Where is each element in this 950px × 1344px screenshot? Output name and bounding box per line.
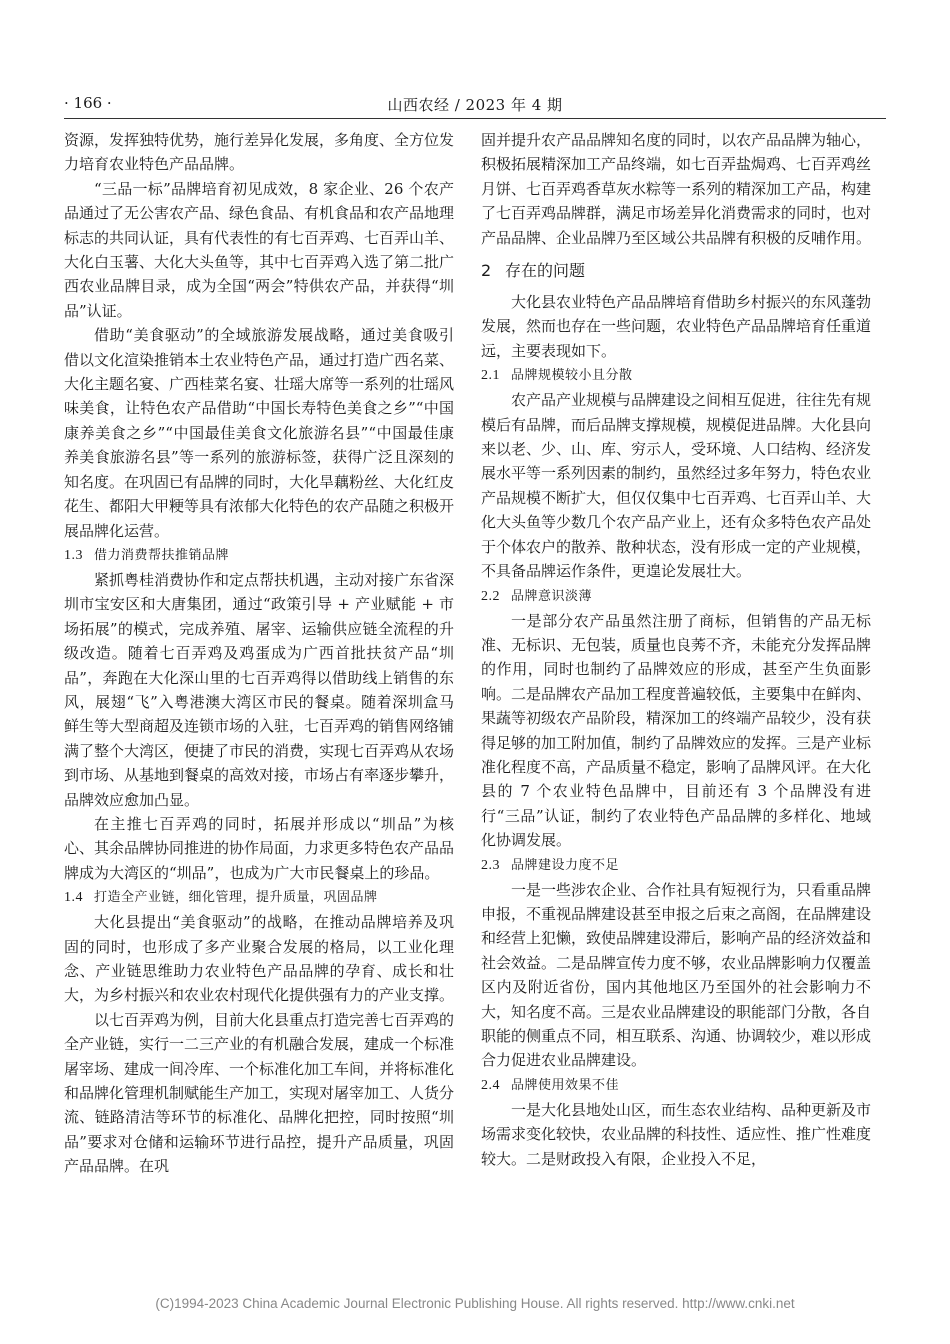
subsection-heading-1-4	[64, 886, 454, 909]
subsection-heading-2-4	[481, 1074, 871, 1097]
copyright-footer: (C)1994-2023 China Academic Journal Electronic Publishing House. All rights reserved. http://www.cnki.net	[155, 1296, 795, 1311]
paragraph: 大化县提出“美食驱动”的战略，在推动品牌培养及巩固的同时，也形成了多产业聚合发展的格局，以工业化理念、产业链思维助力农业特色产品品牌的孕育、成长和壮大，为乡村振兴和农业农村现代化提供强有力的产业支撑。	[64, 913, 455, 1005]
heading-number: 2.1	[481, 368, 500, 384]
left-column	[64, 128, 454, 1179]
paragraph: 固并提升农产品品牌知名度的同时，以农产品品牌为轴心，积极拓展精深加工产品终端，如七百弄盐焗鸡、七百弄鸡丝月饼、七百弄鸡香草灰水粽等一系列的精深加工产品，构建了七百弄鸡品牌群，满足市场差异化消费需求的同时，也对产品品牌、企业品牌乃至区域公共品牌有积极的反哺作用。	[481, 131, 872, 247]
subsection-heading-1-3	[64, 544, 454, 567]
heading-number: 1.4	[64, 890, 83, 906]
page-header	[64, 92, 886, 119]
subsection-heading-2-1	[481, 364, 871, 387]
paragraph: 以七百弄鸡为例，目前大化县重点打造完善七百弄鸡的全产业链，实行一二三产业的有机融合发展，建成一个标准屠宰场、建成一间冷库、一个标准化加工车间，并将标准化和品牌化管理机制赋能生产加工，实现对屠宰加工、人货分流、链路清洁等环节的标准化、品牌化把控，同时按照“圳品”要求对仓储和运输环节进行品控，提升产品质量，巩固产品品牌。在巩	[64, 1010, 455, 1176]
paragraph: 农产品产业规模与品牌建设之间相互促进，往往先有规模后有品牌，而后品牌支撑规模，规模促进品牌。大化县向来以老、少、山、库、穷示人，受环境、人口结构、经济发展水平等一系列因素的制约，虽然经过多年努力，特色农业产品规模不断扩大，但仅仅集中七百弄鸡、七百弄山羊、大化大头鱼等少数几个农产品产业上，还有众多特色农产品处于个体农户的散养、散种状态，没有形成一定的产业规模，不具备品牌运作条件，更遑论发展壮大。	[481, 391, 872, 581]
heading-title: 品牌意识淡薄	[511, 588, 593, 604]
paragraph: 一是大化县地处山区，而生态农业结构、品种更新及市场需求变化较快，农业品牌的科技性、适应性、推广性难度较大。二是财政投入有限，企业投入不足，	[481, 1100, 872, 1168]
heading-title: 打造全产业链，细化管理，提升质量，巩固品牌	[94, 890, 378, 906]
heading-number: 2	[481, 261, 492, 281]
paragraph: 一是一些涉农企业、合作社具有短视行为，只看重品牌申报，不重视品牌建设甚至申报之后束之高阁，在品牌建设和经营上犯懒，致使品牌建设滞后，影响产品的经济效益和社会效益。二是品牌宣传力度不够，农业品牌影响力仅覆盖区内及附近省份，国内其他地区乃至国外的社会影响力不大，知名度不高。三是农业品牌建设的职能部门分散，各自职能的侧重点不同，相互联系、沟通、协调较少，难以形成合力促进农业品牌建设。	[481, 880, 872, 1070]
page-number: · 166 ·	[64, 94, 112, 112]
right-column	[481, 128, 871, 1171]
subsection-heading-2-3	[481, 854, 871, 877]
heading-number: 2.3	[481, 857, 500, 873]
journal-title: 山西农经 / 2023 年 4 期	[387, 96, 563, 114]
heading-title: 借力消费帮扶推销品牌	[94, 547, 230, 563]
paragraph: 紧抓粤桂消费协作和定点帮扶机遇，主动对接广东省深圳市宝安区和大唐集团，通过“政策引导 + 产业赋能 + 市场拓展”的模式，完成养殖、屠宰、运输供应链全流程的升级改造。随着七百弄鸡及鸡蛋成为广西首批扶贫产品“圳品”，奔跑在大化深山里的七百弄鸡得以借助线上销售的东风，展翅“飞”入粤港澳大湾区市民的餐桌。随着深圳盒马鲜生等大型商超及连锁市场的入驻，七百弄鸡的销售网络铺满了整个大湾区，便捷了市民的消费，实现七百弄鸡从农场到市场、从基地到餐桌的高效对接，市场占有率逐步攀升，品牌效应愈加凸显。	[64, 570, 455, 809]
heading-number: 1.3	[64, 547, 83, 563]
paragraph: 大化县农业特色产品品牌培育借助乡村振兴的东风蓬勃发展，然而也存在一些问题，农业特色产品品牌培育任重道远，主要表现如下。	[481, 293, 872, 360]
heading-title: 存在的问题	[505, 261, 586, 281]
heading-title: 品牌规模较小且分散	[511, 368, 633, 384]
heading-title: 品牌建设力度不足	[511, 857, 620, 873]
heading-title: 品牌使用效果不佳	[511, 1077, 620, 1093]
subsection-heading-2-2	[481, 585, 871, 608]
heading-number: 2.4	[481, 1077, 500, 1093]
paragraph: 借助“美食驱动”的全域旅游发展战略，通过美食吸引借以文化渲染推销本土农业特色产品，通过打造广西名菜、大化主题名宴、广西桂菜名宴、壮瑶大席等一系列的壮瑶风味美食，让特色农产品借助“中国长寿特色美食之乡”“中国康养美食之乡”“中国最佳美食文化旅游名县”“中国最佳康养美食旅游名县”等一系列的旅游标签，获得广泛且深刻的知名度。在巩固已有品牌的同时，大化旱藕粉丝、大化红皮花生、都阳大甲粳等具有浓郁大化特色的农产品随之积极开展品牌化运营。	[64, 326, 455, 540]
paragraph: 一是部分农产品虽然注册了商标，但销售的产品无标准、无标识、无包装，质量也良莠不齐，未能充分发挥品牌的作用，同时也制约了品牌效应的形成，甚至产生负面影响。二是品牌农产品加工程度普遍较低，主要集中在鲜肉、果蔬等初级农产品阶段，精深加工的终端产品较少，没有获得足够的加工附加值，制约了品牌效应的发挥。三是产业标准化程度不高，产品质量不稳定，影响了品牌风评。在大化县的 7 个农业特色品牌中，目前还有 3 个品牌没有进行“三品”认证，制约了农业特色产品品牌的多样化、地域化协调发展。	[481, 611, 872, 850]
section-heading-2	[481, 258, 871, 284]
paragraph: 资源，发挥独特优势，施行差异化发展，多角度、全方位发力培育农业特色产品品牌。	[64, 131, 455, 174]
heading-number: 2.2	[481, 588, 500, 604]
paragraph: “三品一标”品牌培育初见成效，8 家企业、26 个农产品通过了无公害农产品、绿色食品、有机食品和农产品地理标志的共同认证，具有代表性的有七百弄鸡、七百弄山羊、大化白玉薯、大化大头鱼等，其中七百弄鸡入选了第二批广西农业品牌目录，成为全国“两会”特供农产品，并获得“圳品”认证。	[64, 179, 455, 320]
paragraph: 在主推七百弄鸡的同时，拓展并形成以“圳品”为核心、其余品牌协同推进的协作局面，力求更多特色农产品品牌成为大湾区的“圳品”，也成为广大市民餐桌上的珍品。	[64, 814, 455, 882]
